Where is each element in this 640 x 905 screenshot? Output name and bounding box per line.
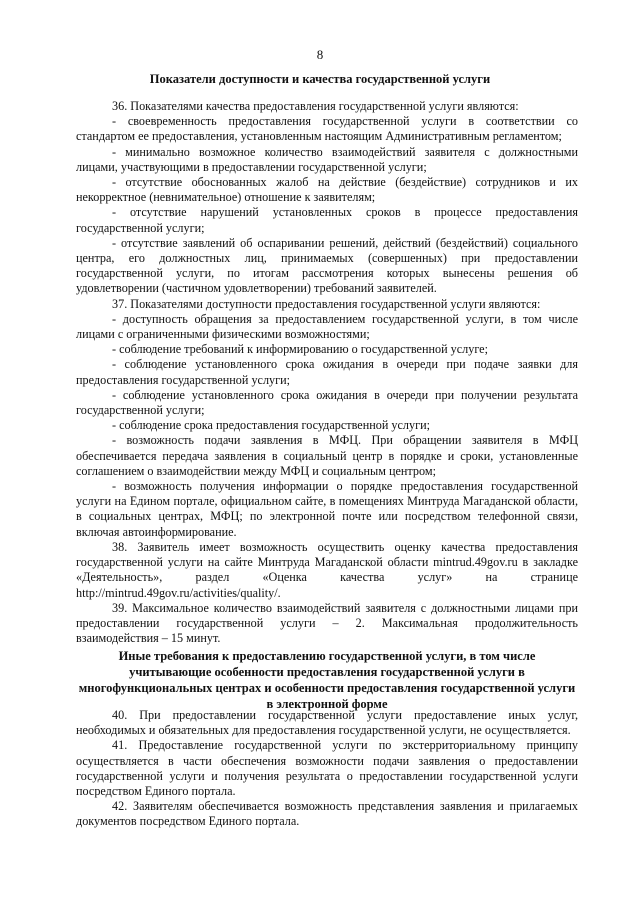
page-number: 8 xyxy=(316,47,324,62)
paragraph: 40. При предоставлении государственной услуги предоставление иных услуг, необходимых и обязательных для предоставления государственной услуги, не осуществляется. xyxy=(76,708,578,738)
paragraph: - соблюдение срока предоставления государственной услуги; xyxy=(112,418,431,433)
paragraph: 36. Показателями качества предоставления государственной услуги являются: xyxy=(112,99,519,113)
section-body-other-requirements xyxy=(76,708,578,830)
paragraph: - отсутствие нарушений установленных сроков в процессе предоставления государственной услуги; xyxy=(76,205,578,235)
paragraph: - доступность обращения за предоставлением государственной услуги, в том числе лицами с ограниченными физическими возможностями; xyxy=(76,311,578,342)
paragraph: - своевременность предоставления государственной услуги в соответствии со стандартом ее предоставления, установленным настоящим Административным регламентом; xyxy=(76,114,578,144)
section-heading-other-requirements: Иные требования к предоставлению государственной услуги, в том числе учитывающие особенности предоставления государственной услуги в многофункциональных центрах и особенности предоставления государственной услуги в электронной форме xyxy=(78,649,576,711)
paragraph: 38. Заявитель имеет возможность осуществить оценку качества предоставления государственной услуги на сайте Минтруда Магаданской области mintrud.49gov.ru в закладке «Деятельность», раздел «Оценка качества услуг» на странице http://mintrud.49gov.ru/activities/quality/. xyxy=(76,539,578,600)
section-body-quality xyxy=(76,99,578,646)
paragraph: - минимально возможное количество взаимодействий заявителя с должностными лицами, участвующими в предоставлении государственной услуги; xyxy=(76,144,578,174)
paragraph: - возможность получения информации о порядке предоставления государственной услуги на Едином портале, официальном сайте, в помещениях Минтруда Магаданской области, в социальных центрах, МФЦ; по электронной почте или посредством телефонной связи, включая автоинформирование. xyxy=(76,479,578,539)
paragraph: 42. Заявителям обеспечивается возможность представления заявления и прилагаемых документов посредством Единого портала. xyxy=(76,799,578,829)
paragraph: - возможность подачи заявления в МФЦ. При обращении заявителя в МФЦ обеспечивается передача заявления в социальный центр в порядке и сроки, установленные соглашением о взаимодействии между МФЦ и социальным центром; xyxy=(76,433,578,478)
paragraph: - отсутствие заявлений об оспаривании решений, действий (бездействий) социального центра, его должностных лиц, принимаемых (совершенных) при предоставлении государственной услуги, по итогам рассмотрения которых вынесены решения об удовлетворении (частичном удовлетворении) требований заявителей. xyxy=(76,235,578,296)
section-heading-quality: Показатели доступности и качества государственной услуги xyxy=(149,72,491,86)
paragraph: 37. Показателями доступности предоставления государственной услуги являются: xyxy=(112,296,541,311)
paragraph: 39. Максимальное количество взаимодействий заявителя с должностными лицами при предоставлении государственной услуги – 2. Максимальная продолжительность взаимодействия – 15 минут. xyxy=(76,600,578,646)
paragraph: - отсутствие обоснованных жалоб на действие (бездействие) сотрудников и их некорректное (невнимательное) отношение к заявителям; xyxy=(76,175,578,205)
paragraph: - соблюдение установленного срока ожидания в очереди при получении результата государственной услуги; xyxy=(76,387,578,418)
paragraph: - соблюдение установленного срока ожидания в очереди при подаче заявки для предоставления государственной услуги; xyxy=(76,357,578,387)
paragraph: 41. Предоставление государственной услуги по экстерриториальному принципу осуществляется в части обеспечения возможности подачи заявления о предоставлении государственной услуги и получения результата о предоставлении государственной услуги посредством Единого портала. xyxy=(76,738,578,799)
paragraph: - соблюдение требований к информированию о государственной услуге; xyxy=(112,342,488,357)
